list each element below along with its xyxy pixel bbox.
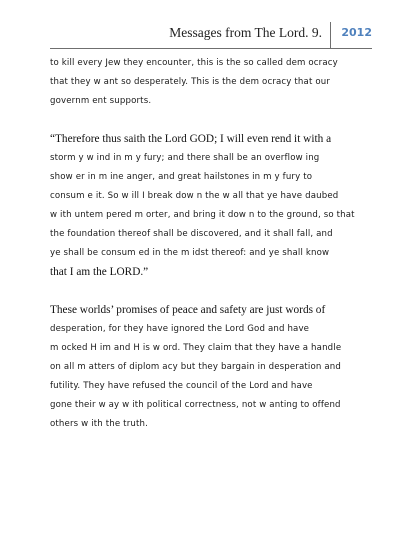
header-divider (330, 22, 331, 48)
text-line: that they w ant so desperately. This is the dem ocracy that our (50, 77, 331, 87)
text-line: the foundation thereof shall be discovered, and it shall fall, and (50, 229, 333, 239)
header-year: 2012 (341, 26, 372, 39)
text-line: that I am the LORD.” (50, 266, 149, 278)
text-line: to kill every Jew they encounter, this is the so called dem ocracy (50, 58, 338, 68)
text-line: others w ith the truth. (50, 419, 148, 429)
text-line: storm y w ind in m y fury; and there shall be an overflow ing (50, 153, 320, 163)
text-line: futility. They have refused the council of the Lord and have (50, 381, 313, 391)
text-line: m ocked H im and H is w ord. They claim that they have a handle (50, 343, 342, 353)
header-title: Messages from The Lord. 9. (169, 25, 322, 40)
paragraph (50, 130, 372, 282)
text-line: gone their w ay w ith political correctness, not w anting to offend (50, 400, 341, 410)
text-line: “Therefore thus saith the Lord GOD; I will even rend it with a (50, 133, 332, 145)
text-line: desperation, for they have ignored the Lord God and have (50, 324, 310, 334)
paragraph (50, 301, 372, 434)
text-line: ye shall be consum ed in the m idst thereof: and ye shall know (50, 248, 330, 258)
document-body (50, 54, 372, 434)
page-header (50, 22, 372, 49)
text-line: These worlds’ promises of peace and safety are just words of (50, 304, 326, 316)
paragraph-spacer (50, 111, 372, 130)
text-line: w ith untem pered m orter, and bring it dow n to the ground, so that (50, 210, 355, 220)
text-line: show er in m ine anger, and great hailstones in m y fury to (50, 172, 313, 182)
text-line: consum e it. So w ill I break dow n the w all that ye have daubed (50, 191, 339, 201)
text-line: on all m atters of diplom acy but they bargain in desperation and (50, 362, 341, 372)
text-line: governm ent supports. (50, 96, 152, 106)
paragraph (50, 54, 372, 111)
paragraph-spacer (50, 282, 372, 301)
